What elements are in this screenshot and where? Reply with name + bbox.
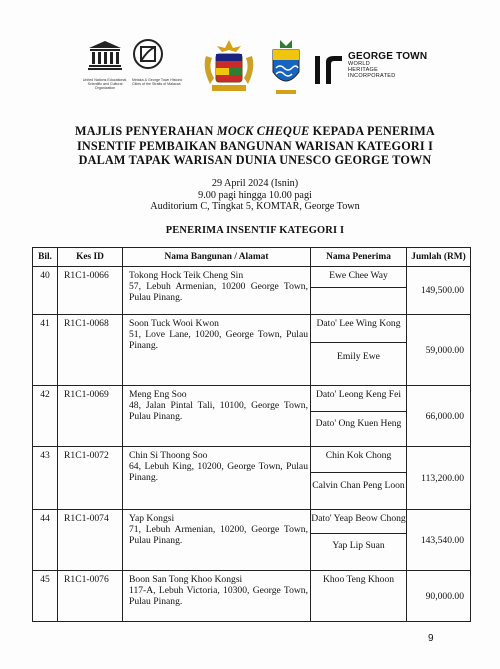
cell-recipients bbox=[311, 267, 407, 315]
building-name: Chin Si Thoong Soo bbox=[129, 450, 208, 461]
penang-state-crest bbox=[270, 38, 302, 96]
cell-building bbox=[123, 267, 311, 315]
event-time: 9.00 pagi hingga 10.00 pagi bbox=[198, 189, 312, 201]
world-heritage-emblem bbox=[132, 38, 164, 70]
recipient-name: Yap Lip Suan bbox=[332, 540, 385, 551]
section-heading: PENERIMA INSENTIF KATEGORI I bbox=[165, 225, 345, 236]
gt-sub-3: INCORPORATED bbox=[348, 72, 396, 79]
unesco-caption: United Nations Educational, Scientific and Cultural Organization bbox=[82, 78, 128, 90]
title-line-2: INSENTIF PEMBAIKAN BANGUNAN WARISAN KATEGORI I bbox=[76, 138, 434, 153]
building-address: 71, Lebuh Armenian, 10200, George Town, Pulau Pinang. bbox=[129, 524, 308, 546]
table-row bbox=[33, 386, 471, 447]
cell-kes-id: R1C1-0068 bbox=[58, 315, 123, 386]
george-town-logo-mark bbox=[314, 54, 344, 86]
event-venue: Auditorium C, Tingkat 5, KOMTAR, George Town bbox=[150, 201, 360, 213]
cell-bil: 45 bbox=[33, 571, 58, 622]
cell-recipients bbox=[311, 315, 407, 386]
recipient-name: Ewe Chee Way bbox=[311, 267, 406, 288]
table-row bbox=[33, 315, 471, 386]
col-header-kes-id: Kes ID bbox=[58, 248, 123, 267]
table-header-row bbox=[33, 248, 471, 267]
col-header-bangunan: Nama Bangunan / Alamat bbox=[123, 248, 311, 267]
cell-amount: 90,000.00 bbox=[407, 571, 471, 622]
recipient-name: Emily Ewe bbox=[337, 351, 380, 362]
table-row bbox=[33, 267, 471, 315]
gt-name: GEORGE TOWN bbox=[348, 51, 428, 62]
cell-amount: 149,500.00 bbox=[407, 267, 471, 315]
building-address: 48, Jalan Pintal Tali, 10100, George Town, Pulau Pinang. bbox=[129, 400, 308, 422]
recipient-name: Chin Kok Chong bbox=[311, 447, 406, 473]
recipient-name-blank bbox=[311, 288, 406, 314]
recipients-table bbox=[32, 247, 471, 622]
recipient-name: Dato' Lee Wing Kong bbox=[311, 315, 406, 343]
malaysia-coat-of-arms bbox=[200, 38, 258, 96]
cell-recipients bbox=[311, 510, 407, 571]
cell-kes-id: R1C1-0072 bbox=[58, 447, 123, 510]
title-line-1a: MAJLIS PENYERAHAN bbox=[75, 124, 217, 138]
building-name: Boon San Tong Khoo Kongsi bbox=[129, 574, 243, 585]
gt-sub-2: HERITAGE bbox=[348, 66, 379, 73]
building-name: Meng Eng Soo bbox=[129, 389, 187, 400]
title-line-3: DALAM TAPAK WARISAN DUNIA UNESCO GEORGE TOWN bbox=[78, 153, 432, 167]
building-address: 57, Lebuh Armenian, 10200 George Town, Pulau Pinang. bbox=[129, 281, 308, 303]
building-name: Yap Kongsi bbox=[129, 513, 175, 524]
cell-building bbox=[123, 315, 311, 386]
cell-amount: 113,200.00 bbox=[407, 447, 471, 510]
building-address: 64, Lebuh King, 10200, George Town, Pulau Pinang. bbox=[129, 461, 308, 483]
table-row bbox=[33, 571, 471, 622]
building-address: 117-A, Lebuh Victoria, 10300, George Town, Pulau Pinang. bbox=[129, 585, 308, 607]
building-name: Tokong Hock Teik Cheng Sin bbox=[129, 270, 244, 281]
document-title bbox=[40, 124, 470, 168]
unesco-temple-logo bbox=[88, 40, 122, 70]
cell-amount: 143,540.00 bbox=[407, 510, 471, 571]
building-address: 51, Love Lane, 10200, George Town, Pulau Pinang. bbox=[129, 329, 308, 351]
george-town-wordmark bbox=[348, 52, 430, 79]
cell-kes-id: R1C1-0074 bbox=[58, 510, 123, 571]
cell-amount: 66,000.00 bbox=[407, 386, 471, 447]
cell-amount: 59,000.00 bbox=[407, 315, 471, 386]
event-date: 29 April 2024 (Isnin) bbox=[211, 178, 299, 189]
cell-bil: 44 bbox=[33, 510, 58, 571]
cell-recipients bbox=[311, 447, 407, 510]
cell-bil: 43 bbox=[33, 447, 58, 510]
recipient-name: Dato' Leong Keng Fei bbox=[311, 386, 406, 412]
cell-recipients bbox=[311, 571, 407, 622]
cell-kes-id: R1C1-0076 bbox=[58, 571, 123, 622]
title-line-1b: KEPADA PENERIMA bbox=[309, 124, 435, 138]
recipient-name: Dato' Yeap Beow Chong bbox=[311, 510, 406, 534]
col-header-penerima: Nama Penerima bbox=[311, 248, 407, 267]
col-header-bil: Bil. bbox=[33, 248, 58, 267]
page-number: 9 bbox=[428, 633, 434, 644]
event-meta bbox=[40, 178, 470, 213]
title-line-1 bbox=[40, 124, 470, 139]
building-name: Soon Tuck Wooi Kwon bbox=[129, 318, 219, 329]
cell-kes-id: R1C1-0069 bbox=[58, 386, 123, 447]
cell-bil: 42 bbox=[33, 386, 58, 447]
cell-bil: 41 bbox=[33, 315, 58, 386]
col-header-jumlah: Jumlah (RM) bbox=[407, 248, 471, 267]
cell-recipients bbox=[311, 386, 407, 447]
table-row bbox=[33, 447, 471, 510]
cell-building bbox=[123, 447, 311, 510]
cell-building bbox=[123, 386, 311, 447]
recipient-name: Calvin Chan Peng Loon bbox=[312, 480, 405, 491]
gt-sub-1: WORLD bbox=[348, 61, 370, 67]
cell-building bbox=[123, 510, 311, 571]
logo-strip bbox=[82, 38, 428, 100]
table-row bbox=[33, 510, 471, 571]
cell-building bbox=[123, 571, 311, 622]
recipient-name: Khoo Teng Khoon bbox=[322, 574, 395, 585]
whc-caption: Melaka & George Town Historic Cities of the Straits of Malacca bbox=[132, 78, 183, 86]
cell-bil: 40 bbox=[33, 267, 58, 315]
cell-kes-id: R1C1-0066 bbox=[58, 267, 123, 315]
recipient-name: Dato' Ong Kuen Heng bbox=[315, 418, 402, 429]
title-line-1-italic: MOCK CHEQUE bbox=[216, 124, 310, 138]
